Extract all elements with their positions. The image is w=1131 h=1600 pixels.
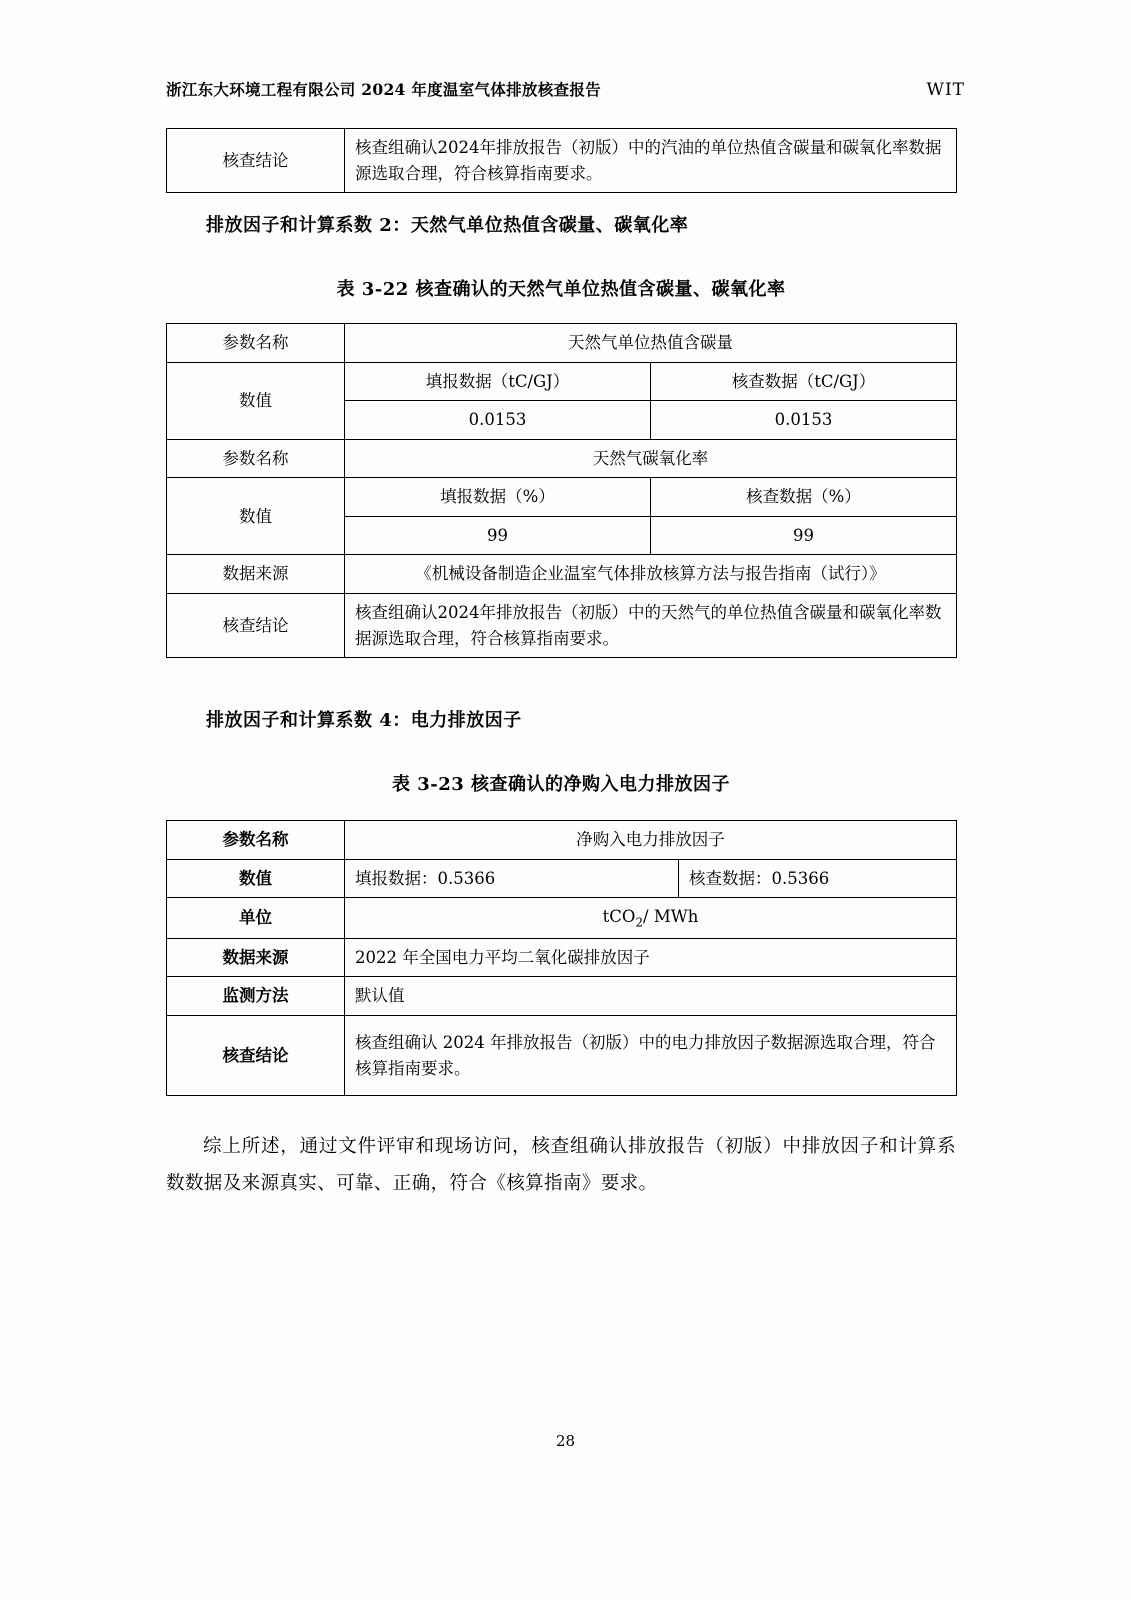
reported-value-2: 99 bbox=[345, 516, 651, 555]
table-3-22 bbox=[166, 323, 957, 658]
param-name-value-1: 天然气单位热值含碳量 bbox=[345, 324, 957, 363]
table-row bbox=[167, 439, 957, 478]
reported-value: 填报数据：0.5366 bbox=[345, 859, 679, 898]
method-value: 默认值 bbox=[345, 977, 957, 1016]
value-label: 数值 bbox=[167, 859, 345, 898]
page-header bbox=[166, 78, 965, 100]
verified-header-1: 核查数据（tC/GJ） bbox=[651, 362, 957, 401]
reported-value-1: 0.0153 bbox=[345, 401, 651, 440]
unit-value bbox=[345, 898, 957, 939]
unit-value-prefix: tCO bbox=[602, 907, 636, 927]
table-row bbox=[167, 859, 957, 898]
conclusion-label: 核查结论 bbox=[167, 593, 345, 657]
param-name-label-2: 参数名称 bbox=[167, 439, 345, 478]
source-value: 《机械设备制造企业温室气体排放核算方法与报告指南（试行）》 bbox=[345, 555, 957, 594]
section-heading-2: 排放因子和计算系数 2：天然气单位热值含碳量、碳氧化率 bbox=[206, 215, 689, 236]
continued-table-wrapper bbox=[166, 128, 957, 193]
unit-value-suffix: / MWh bbox=[643, 907, 699, 927]
closing-paragraph: 综上所述，通过文件评审和现场访问，核查组确认排放报告（初版）中排放因子和计算系数数据及来源真实、可靠、正确，符合《核算指南》要求。 bbox=[166, 1136, 956, 1194]
param-name-value-2: 天然气碳氧化率 bbox=[345, 439, 957, 478]
value-label-1: 数值 bbox=[167, 362, 345, 439]
conclusion-label: 核查结论 bbox=[167, 129, 345, 193]
table-3-22-title: 表 3-22 核查确认的天然气单位热值含碳量、碳氧化率 bbox=[336, 279, 786, 300]
table-row bbox=[167, 478, 957, 517]
table-continued bbox=[166, 128, 957, 193]
verified-value-1: 0.0153 bbox=[651, 401, 957, 440]
conclusion-value: 核查组确认 2024 年排放报告（初版）中的电力排放因子数据源选取合理，符合核算指南要求。 bbox=[345, 1015, 957, 1095]
source-label: 数据来源 bbox=[167, 555, 345, 594]
param-name-label-1: 参数名称 bbox=[167, 324, 345, 363]
conclusion-label: 核查结论 bbox=[167, 1015, 345, 1095]
page-number: 28 bbox=[555, 1432, 576, 1450]
section-heading-4: 排放因子和计算系数 4：电力排放因子 bbox=[206, 710, 522, 731]
table-3-23-wrapper bbox=[166, 820, 957, 1096]
unit-label: 单位 bbox=[167, 898, 345, 939]
source-label: 数据来源 bbox=[167, 938, 345, 977]
unit-value-sub: 2 bbox=[635, 915, 644, 930]
table-row bbox=[167, 821, 957, 860]
table-3-22-wrapper bbox=[166, 323, 957, 658]
header-logo-text: WIT bbox=[926, 80, 965, 100]
table-row bbox=[167, 555, 957, 594]
verified-header-2: 核查数据（%） bbox=[651, 478, 957, 517]
table-3-23-title: 表 3-23 核查确认的净购入电力排放因子 bbox=[391, 774, 731, 795]
table-row bbox=[167, 324, 957, 363]
value-label-2: 数值 bbox=[167, 478, 345, 555]
table-3-23 bbox=[166, 820, 957, 1096]
table-row bbox=[167, 1015, 957, 1095]
table-row bbox=[167, 362, 957, 401]
verified-value: 核查数据：0.5366 bbox=[679, 859, 957, 898]
table-row bbox=[167, 977, 957, 1016]
method-label: 监测方法 bbox=[167, 977, 345, 1016]
table-row bbox=[167, 593, 957, 657]
source-value: 2022 年全国电力平均二氧化碳排放因子 bbox=[345, 938, 957, 977]
conclusion-value: 核查组确认2024年排放报告（初版）中的天然气的单位热值含碳量和碳氧化率数据源选取合理，符合核算指南要求。 bbox=[345, 593, 957, 657]
header-title: 浙江东大环境工程有限公司 2024 年度温室气体排放核查报告 bbox=[166, 80, 601, 99]
param-name-value: 净购入电力排放因子 bbox=[345, 821, 957, 860]
reported-header-2: 填报数据（%） bbox=[345, 478, 651, 517]
verified-value-2: 99 bbox=[651, 516, 957, 555]
reported-header-1: 填报数据（tC/GJ） bbox=[345, 362, 651, 401]
table-row bbox=[167, 938, 957, 977]
param-name-label: 参数名称 bbox=[167, 821, 345, 860]
table-row bbox=[167, 898, 957, 939]
conclusion-value: 核查组确认2024年排放报告（初版）中的汽油的单位热值含碳量和碳氧化率数据源选取合理，符合核算指南要求。 bbox=[345, 129, 957, 193]
table-row bbox=[167, 129, 957, 193]
